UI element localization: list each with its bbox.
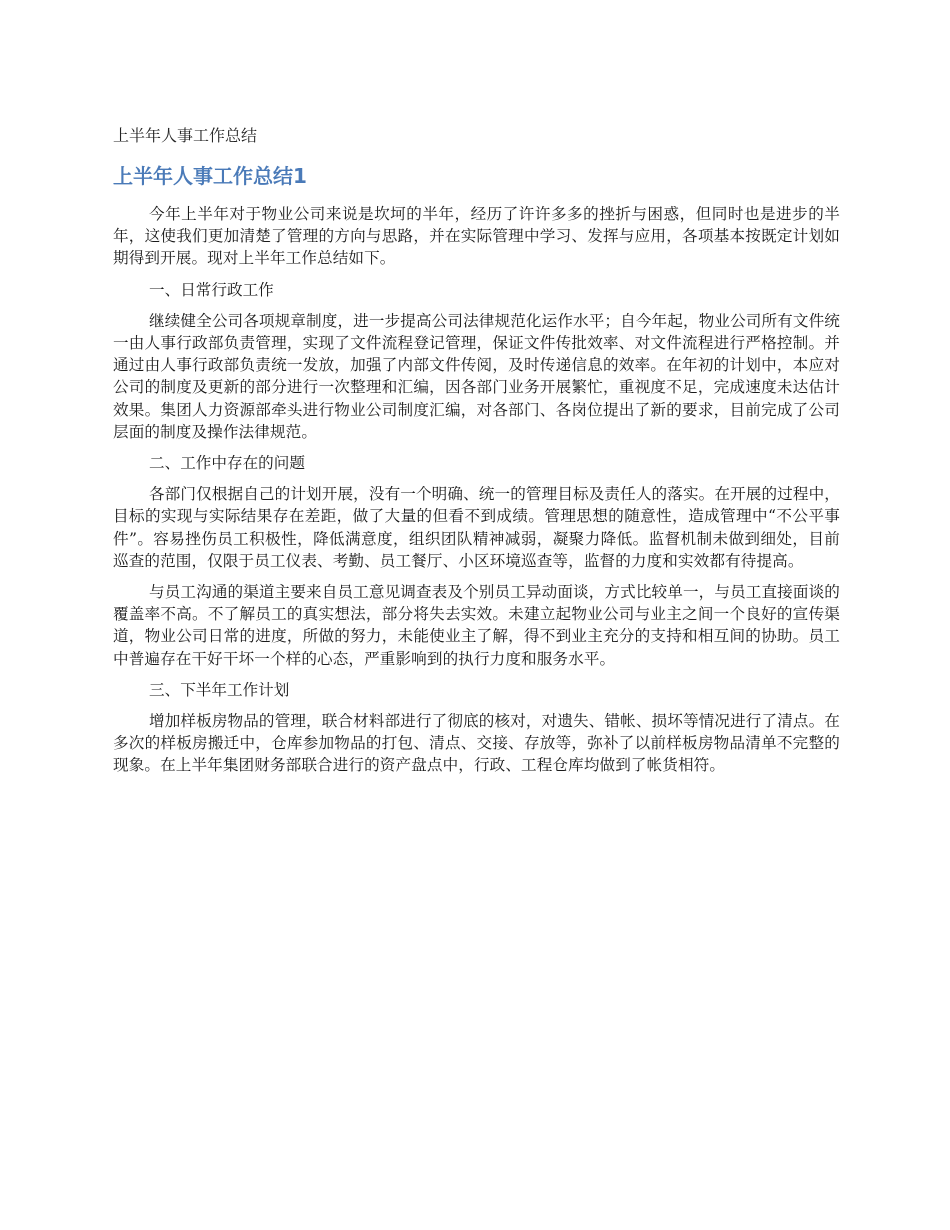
section-paragraph: 各部门仅根据自己的计划开展，没有一个明确、统一的管理目标及责任人的落实。在开展的过程中，目标的实现与实际结果存在差距，做了大量的但看不到成绩。管理思想的随意性，造成管理中“不公平事件”。容易挫伤员工积极性，降低满意度，组织团队精神减弱，凝聚力降低。监督机制未做到细处，目前巡查的范围，仅限于员工仪表、考勤、员工餐厅、小区环境巡查等，监督的力度和实效都有待提高。 <box>113 485 840 570</box>
document-body <box>113 203 840 786</box>
section-heading-plan: 三、下半年工作计划 <box>149 680 290 699</box>
section-heading-daily-admin: 一、日常行政工作 <box>149 280 274 299</box>
intro-paragraph: 今年上半年对于物业公司来说是坎坷的半年，经历了许许多多的挫折与困惑，但同时也是进步的半年，这使我们更加清楚了管理的方向与思路，并在实际管理中学习、发挥与应用，各项基本按既定计划如期得到开展。现对上半年工作总结如下。 <box>113 205 840 268</box>
section-heading-problems: 二、工作中存在的问题 <box>149 454 305 473</box>
main-heading: 上半年人事工作总结1 <box>113 164 307 188</box>
document-title: 上半年人事工作总结 <box>113 126 258 145</box>
section-paragraph: 与员工沟通的渠道主要来自员工意见调查表及个别员工异动面谈，方式比较单一，与员工直接面谈的覆盖率不高。不了解员工的真实想法，部分将失去实效。未建立起物业公司与业主之间一个良好的宣传渠道，物业公司日常的进度，所做的努力，未能使业主了解，得不到业主充分的支持和相互间的协助。员工中普遍存在干好干坏一个样的心态，严重影响到的执行力度和服务水平。 <box>113 583 840 668</box>
section-paragraph: 增加样板房物品的管理，联合材料部进行了彻底的核对，对遗失、错帐、损坏等情况进行了清点。在多次的样板房搬迁中，仓库参加物品的打包、清点、交接、存放等，弥补了以前样板房物品清单不完整的现象。在上半年集团财务部联合进行的资产盘点中，行政、工程仓库均做到了帐货相符。 <box>113 712 840 775</box>
section-paragraph: 继续健全公司各项规章制度，进一步提高公司法律规范化运作水平；自今年起，物业公司所有文件统一由人事行政部负责管理，实现了文件流程登记管理，保证文件传批效率、对文件流程进行严格控制。并通过由人事行政部负责统一发放，加强了内部文件传阅，及时传递信息的效率。在年初的计划中，本应对公司的制度及更新的部分进行一次整理和汇编，因各部门业务开展繁忙，重视度不足，完成速度未达估计效果。集团人力资源部牵头进行物业公司制度汇编，对各部门、各岗位提出了新的要求，目前完成了公司层面的制度及操作法律规范。 <box>113 311 840 441</box>
